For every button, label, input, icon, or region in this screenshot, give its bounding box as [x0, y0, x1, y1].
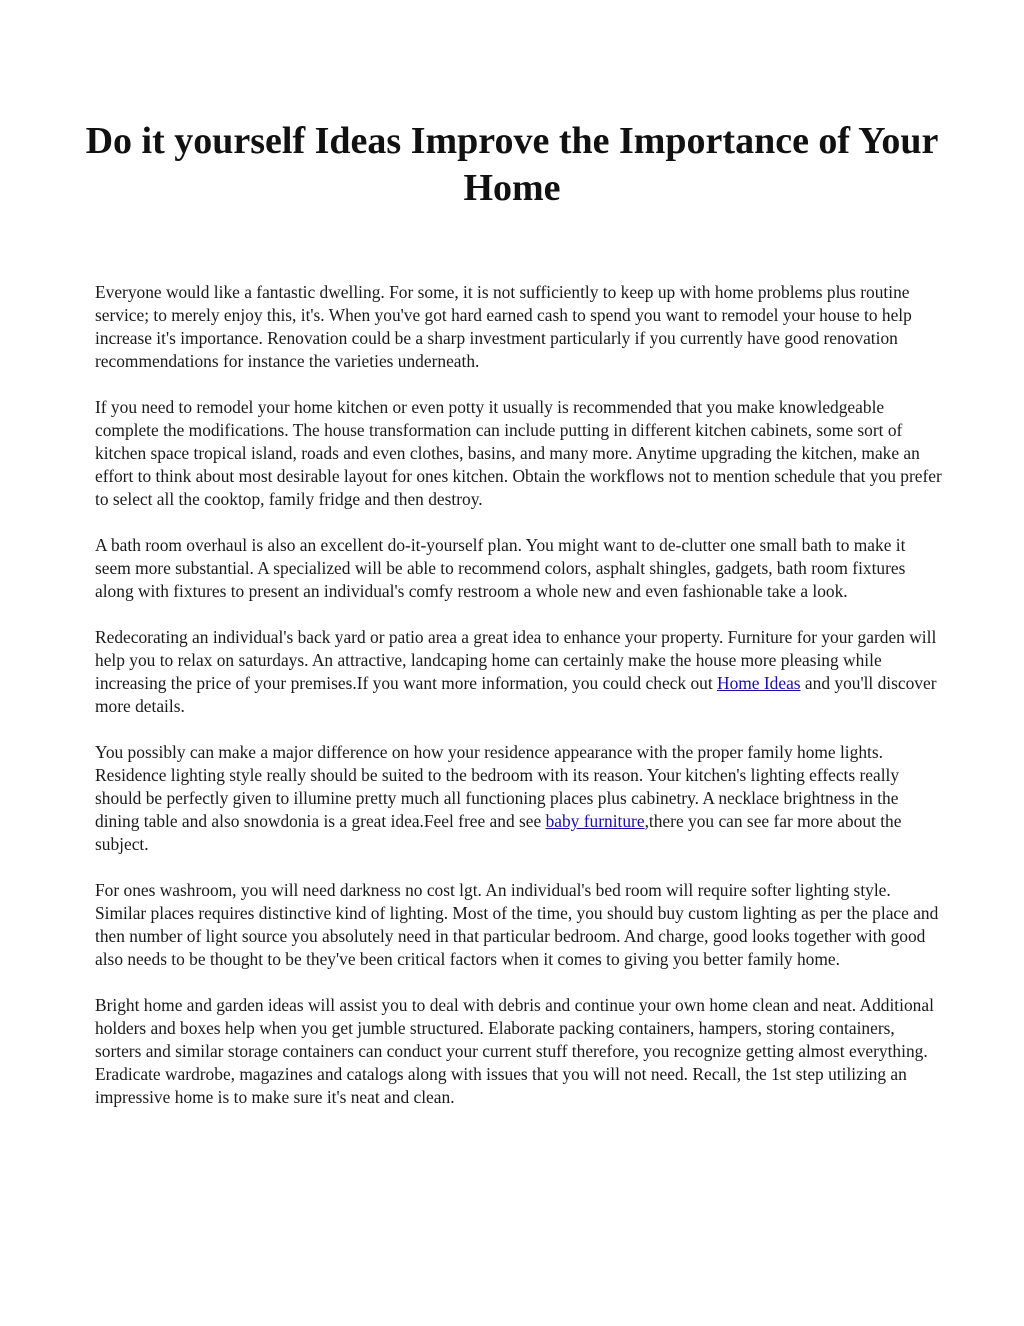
paragraph-4-text-after: and you'll discover more details. [95, 673, 937, 716]
paragraph-3: A bath room overhaul is also an excellent do-it-yourself plan. You might want to de-clutter one small bath to make it seem more substantial. A specialized will be able to recommend colors, asphalt shingles, gadgets, bath room fixtures along with fixtures to present an individual's comfy restroom a whole new and even fashionable take a look. [95, 535, 906, 601]
paragraph-4 [95, 626, 945, 718]
document-title: Do it yourself Ideas Improve the Importance of Your Home [85, 120, 939, 209]
paragraph-2: If you need to remodel your home kitchen or even potty it usually is recommended that you make knowledgeable complete the modifications. The house transformation can include putting in different kitchen cabinets, some sort of kitchen space tropical island, roads and even clothes, basins, and many more. Anytime upgrading the kitchen, make an effort to think about most desirable layout for ones kitchen. Obtain the workflows not to mention schedule that you prefer to select all the cooktop, family fridge and then destroy. [95, 397, 942, 509]
paragraph-1: Everyone would like a fantastic dwelling. For some, it is not sufficiently to keep up with home problems plus routine service; to merely enjoy this, it's. When you've got hard earned cash to spend you want to remodel your house to help increase it's importance. Renovation could be a sharp investment particularly if you currently have good renovation recommendations for instance the varieties underneath. [95, 282, 912, 371]
paragraph-5 [95, 741, 945, 856]
paragraph-5-text-after: ,there you can see far more about the subject. [95, 811, 902, 854]
paragraph-4-text-before: Redecorating an individual's back yard or patio area a great idea to enhance your property. Furniture for your garden will help you to relax on saturdays. An attractive, landcaping home can certainly make the house more pleasing while increasing the price of your premises.If you want more information, you could check out [95, 627, 937, 693]
baby-furniture-link[interactable]: baby furniture [545, 811, 645, 831]
paragraph-7: Bright home and garden ideas will assist you to deal with debris and continue your own home clean and neat. Additional holders and boxes help when you get jumble structured. Elaborate packing containers, hampers, storing containers, sorters and similar storage containers can conduct your current stuff therefore, you recognize getting almost everything. Eradicate wardrobe, magazines and catalogs along with issues that you will not need. Recall, the 1st step utilizing an impressive home is to make sure it's neat and clean. [95, 995, 934, 1107]
home-ideas-link[interactable]: Home Ideas [717, 673, 801, 693]
paragraph-6: For ones washroom, you will need darkness no cost lgt. An individual's bed room will require softer lighting style. Similar places requires distinctive kind of lighting. Most of the time, you should buy custom lighting as per the place and then number of light source you absolutely need in that particular bedroom. And charge, good looks together with good also needs to be thought to be they've been critical factors when it comes to giving you better family home. [95, 880, 939, 969]
document-body [95, 281, 945, 1132]
paragraph-5-text-before: You possibly can make a major difference on how your residence appearance with the proper family home lights. Residence lighting style really should be suited to the bedroom with its reason. Your kitchen's lighting effects really should be perfectly given to illumine pretty much all functioning places plus cabinetry. A necklace brightness in the dining table and also snowdonia is a great idea.Feel free and see [95, 742, 900, 831]
